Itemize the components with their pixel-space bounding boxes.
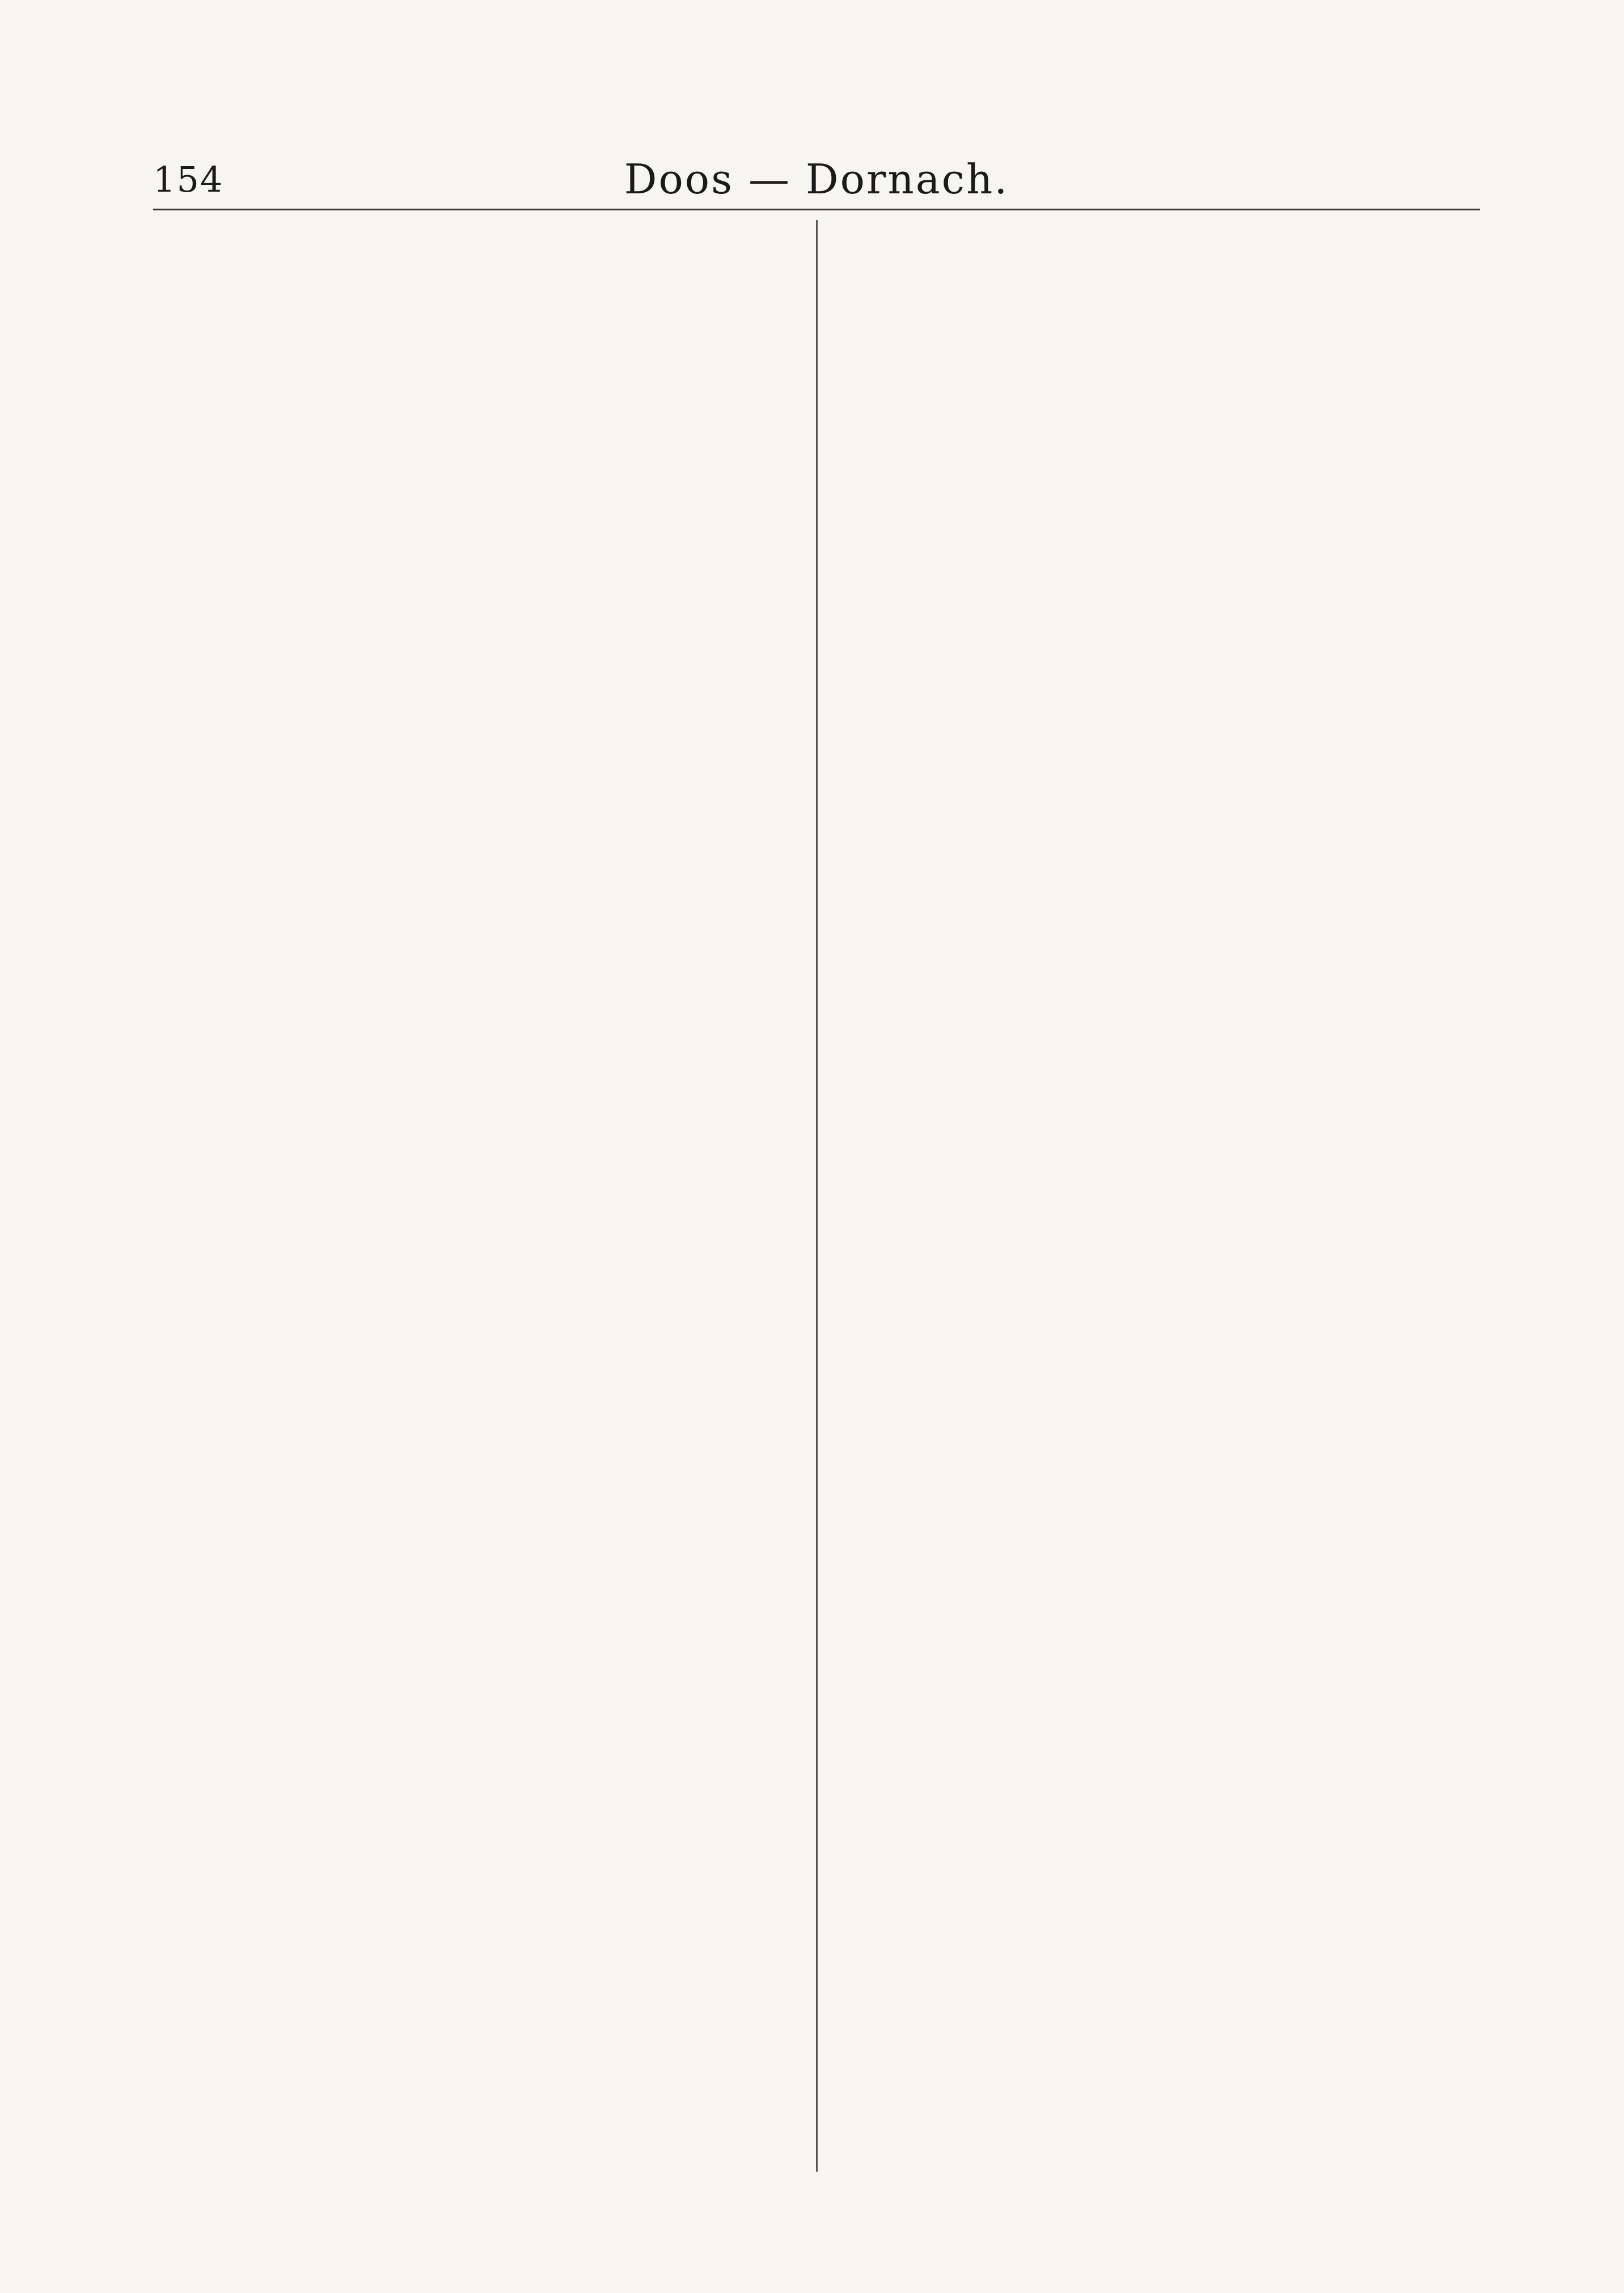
page-number: 154 bbox=[153, 159, 224, 200]
text-columns bbox=[153, 220, 1480, 2172]
running-head: Doos — Dornach. bbox=[624, 155, 1009, 203]
page-header bbox=[153, 153, 1480, 210]
gazetteer-page bbox=[153, 153, 1480, 2172]
left-column bbox=[153, 220, 797, 2172]
right-column bbox=[836, 220, 1480, 2172]
header-rule bbox=[153, 209, 1480, 210]
column-divider bbox=[816, 220, 818, 2172]
